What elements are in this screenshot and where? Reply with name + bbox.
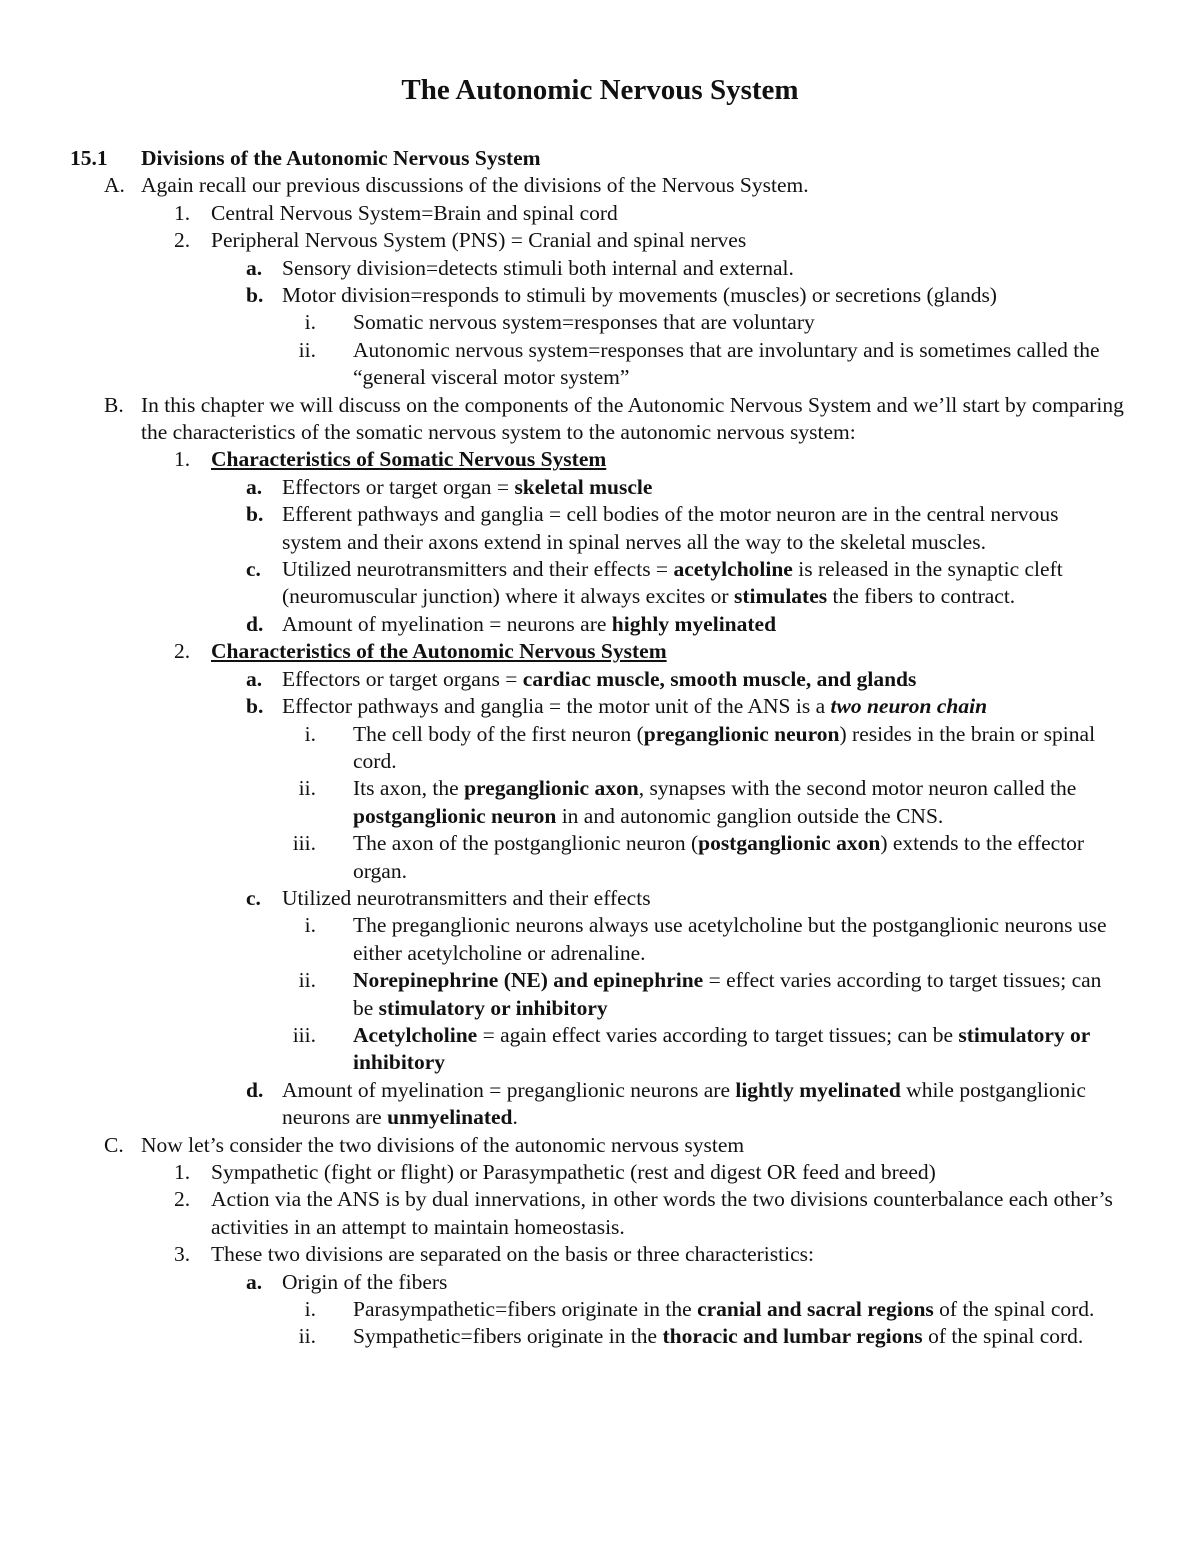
text-run: of the spinal cord.	[922, 1324, 1084, 1349]
list-marker: c.	[246, 885, 261, 910]
list-marker: ii.	[298, 968, 316, 993]
text-run: ) extends to the effector organ.	[353, 831, 1085, 883]
outline-item-C3a-ii	[0, 1323, 1200, 1350]
text-run: the fibers to contract.	[827, 584, 1016, 609]
outline-item-A2b	[0, 282, 1200, 309]
outline-item-B2b-ii	[0, 775, 1200, 830]
bold-term: unmyelinated	[387, 1105, 513, 1130]
outline-item-A1	[0, 200, 1200, 227]
text-run: of the spinal cord.	[933, 1297, 1095, 1322]
list-text: Autonomic nervous system=responses that are involuntary and is sometimes called the “general visceral motor system”	[353, 337, 1100, 390]
text-run: .	[512, 1105, 518, 1130]
list-text: Efferent pathways and ganglia = cell bodies of the motor neuron are in the central nervous system and their axons extend in spinal nerves all the way to the skeletal muscles.	[282, 502, 1059, 554]
bold-term: Norepinephrine (NE) and epinephrine	[353, 968, 704, 993]
bold-term: preganglionic neuron	[643, 721, 840, 746]
list-text: Again recall our previous discussions of the divisions of the Nervous System.	[141, 173, 809, 198]
list-marker: ii.	[298, 1324, 316, 1349]
list-marker: A.	[104, 173, 125, 198]
list-text: Action via the ANS is by dual innervations, in other words the two divisions counterbalance each other’s activities in an attempt to maintain homeostasis.	[211, 1187, 1113, 1239]
text-run: is released in the synaptic cleft (neuromuscular junction) where it always excites or	[282, 557, 1063, 609]
outline-item-B1a	[0, 474, 1200, 501]
bold-term: highly myelinated	[611, 611, 777, 636]
bold-term: lightly myelinated	[735, 1077, 901, 1102]
list-marker: 1.	[174, 447, 191, 472]
outline-item-B2d	[0, 1077, 1200, 1132]
text-run: = effect varies according to target tissues; can be	[353, 968, 1102, 1020]
section-number: 15.1	[70, 146, 108, 170]
list-marker: iii.	[292, 1022, 316, 1047]
list-marker: 1.	[174, 1160, 191, 1185]
list-marker: a.	[246, 255, 263, 280]
list-marker: b.	[246, 502, 264, 527]
list-marker: b.	[246, 694, 264, 719]
document-body	[0, 145, 1200, 1351]
list-marker: iii.	[292, 831, 316, 856]
section-heading	[0, 145, 1200, 172]
list-text: In this chapter we will discuss on the components of the Autonomic Nervous System and we’ll start by comparing the characteristics of the somatic nervous system to the autonomic nervous system:	[141, 392, 1124, 445]
outline-item-B2b	[0, 693, 1200, 720]
outline-item-C3	[0, 1241, 1200, 1268]
document-title: The Autonomic Nervous System	[401, 74, 799, 106]
text-run: , synapses with the second motor neuron called the	[638, 776, 1077, 801]
bold-term: acetylcholine	[673, 557, 793, 582]
outline-item-A	[0, 172, 1200, 199]
list-marker: d.	[246, 611, 264, 636]
text-run: The cell body of the first neuron (	[353, 721, 644, 746]
bold-term: Acetylcholine	[353, 1022, 478, 1047]
outline-item-B2b-iii	[0, 830, 1200, 885]
outline-item-C	[0, 1132, 1200, 1159]
outline-item-A2	[0, 227, 1200, 254]
list-marker: a.	[246, 474, 263, 499]
outline-item-B	[0, 392, 1200, 447]
list-text: Now let’s consider the two divisions of the autonomic nervous system	[141, 1132, 745, 1157]
list-text: The preganglionic neurons always use acetylcholine but the postganglionic neurons use either acetylcholine or adrenaline.	[353, 913, 1107, 965]
outline-item-B2	[0, 638, 1200, 665]
list-marker: i.	[304, 310, 316, 335]
outline-item-B2c-ii	[0, 967, 1200, 1022]
outline-item-C3a	[0, 1269, 1200, 1296]
outline-item-A2b-i	[0, 309, 1200, 336]
list-text: Utilized neurotransmitters and their effects	[282, 885, 651, 910]
list-marker: 2.	[174, 639, 191, 664]
text-run: = again effect varies according to target tissues; can be	[477, 1022, 959, 1047]
outline-item-B1b	[0, 501, 1200, 556]
list-marker: d.	[246, 1077, 264, 1102]
list-marker: ii.	[298, 776, 316, 801]
outline-item-B1c	[0, 556, 1200, 611]
text-run: Effectors or target organs =	[282, 666, 523, 691]
outline-item-A2b-ii	[0, 337, 1200, 392]
list-text: Sympathetic (fight or flight) or Parasympathetic (rest and digest OR feed and breed)	[211, 1160, 936, 1185]
bold-term: cardiac muscle, smooth muscle, and glands	[522, 666, 917, 691]
bold-term: postganglionic neuron	[353, 803, 557, 828]
outline-item-B1	[0, 446, 1200, 473]
list-marker: 2.	[174, 1187, 191, 1212]
text-run: while postganglionic neurons are	[282, 1077, 1086, 1130]
list-marker: 3.	[174, 1242, 191, 1267]
list-marker: i.	[304, 913, 316, 938]
outline-item-B2c-iii	[0, 1022, 1200, 1077]
bold-term: postganglionic axon	[698, 831, 881, 856]
text-run: Its axon, the	[353, 776, 465, 801]
list-text: Motor division=responds to stimuli by movements (muscles) or secretions (glands)	[282, 283, 997, 308]
text-run: ) resides in the brain or spinal cord.	[353, 721, 1096, 773]
text-run: Amount of myelination = neurons are	[282, 611, 612, 636]
outline-item-B2c	[0, 885, 1200, 912]
list-text: Sensory division=detects stimuli both internal and external.	[282, 255, 794, 280]
outline-item-A2a	[0, 255, 1200, 282]
text-run: Sympathetic=fibers originate in the	[353, 1324, 663, 1349]
bold-term: preganglionic axon	[464, 776, 639, 801]
list-marker: ii.	[298, 337, 316, 362]
list-marker: i.	[304, 721, 316, 746]
text-run: in and autonomic ganglion outside the CNS.	[556, 803, 944, 828]
outline-item-B2b-i	[0, 721, 1200, 776]
text-run: Effectors or target organ =	[282, 474, 515, 499]
text-run: Parasympathetic=fibers originate in the	[353, 1297, 698, 1322]
list-text: Central Nervous System=Brain and spinal cord	[211, 200, 618, 225]
text-run: Effector pathways and ganglia = the motor unit of the ANS is a	[282, 694, 831, 719]
list-marker: C.	[104, 1132, 124, 1157]
list-marker: B.	[104, 392, 124, 417]
text-run: Utilized neurotransmitters and their effects =	[282, 557, 674, 582]
text-run: Amount of myelination = preganglionic neurons are	[282, 1077, 736, 1102]
list-marker: a.	[246, 666, 263, 691]
outline-item-B2c-i	[0, 912, 1200, 967]
bold-term: skeletal muscle	[514, 474, 653, 499]
bold-term: stimulates	[733, 584, 828, 609]
list-text: These two divisions are separated on the basis or three characteristics:	[211, 1242, 814, 1267]
list-marker: 1.	[174, 200, 191, 225]
list-marker: b.	[246, 283, 264, 308]
list-text: Peripheral Nervous System (PNS) = Cranial and spinal nerves	[211, 228, 747, 253]
bold-term: thoracic and lumbar regions	[662, 1324, 923, 1349]
bold-term: cranial and sacral regions	[697, 1297, 934, 1322]
list-text: Origin of the fibers	[282, 1269, 448, 1294]
list-marker: c.	[246, 557, 261, 582]
subsection-title: Characteristics of the Autonomic Nervous System	[211, 639, 667, 664]
list-marker: i.	[304, 1297, 316, 1322]
outline-item-B1d	[0, 611, 1200, 638]
list-marker: 2.	[174, 228, 191, 253]
list-text: Somatic nervous system=responses that are voluntary	[353, 310, 815, 335]
bold-term: stimulatory or inhibitory	[378, 995, 608, 1020]
bold-term: stimulatory or inhibitory	[353, 1022, 1090, 1075]
outline-item-C1	[0, 1159, 1200, 1186]
subsection-title: Characteristics of Somatic Nervous System	[211, 447, 607, 472]
outline-item-C2	[0, 1186, 1200, 1241]
section-title: Divisions of the Autonomic Nervous System	[141, 146, 541, 170]
outline-item-B2a	[0, 666, 1200, 693]
bold-italic-term: two neuron chain	[830, 694, 988, 719]
list-marker: a.	[246, 1269, 263, 1294]
text-run: The axon of the postganglionic neuron (	[353, 831, 699, 856]
outline-item-C3a-i	[0, 1296, 1200, 1323]
